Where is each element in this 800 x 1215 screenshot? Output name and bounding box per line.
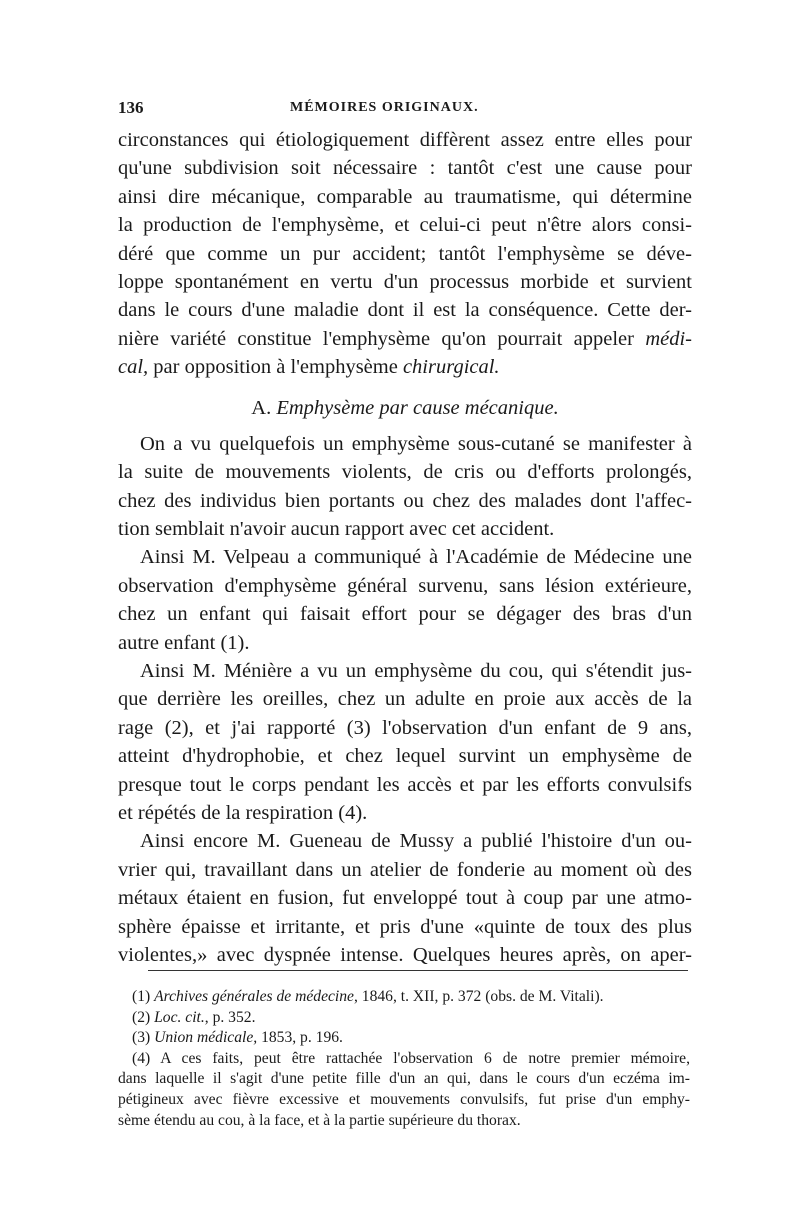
text-line: presque tout le corps pendant les accès et par les efforts convulsifs	[118, 773, 692, 796]
footnote-4-line: dans laquelle il s'agit d'une petite fille d'un an qui, dans le cours d'un eczéma im-	[118, 1070, 690, 1088]
page-number: 136	[118, 98, 144, 117]
text-line: autre enfant (1).	[118, 631, 250, 654]
section-heading	[118, 394, 692, 422]
section-letter: A.	[251, 396, 272, 419]
text-line: sphère épaisse et irritante, et pris d'une «quinte de toux des plus	[118, 915, 692, 938]
footnote-number: (2)	[132, 1008, 155, 1026]
footnote-number: (1)	[132, 988, 155, 1005]
footnote-4-line: (4) A ces faits, peut être rattachée l'observation 6 de notre premier mémoire,	[132, 1049, 690, 1067]
footnote-citation: Archives générales de médecine	[154, 988, 354, 1005]
text-line: que derrière les oreilles, chez un adulte en proie aux accès de la	[118, 688, 692, 711]
footnotes	[118, 987, 690, 1131]
text-line	[118, 325, 692, 353]
text-line: la production de l'emphysème, et celui-ci peut n'être alors consi-	[118, 214, 692, 237]
text-line: déré que comme un pur accident; tantôt l'emphysème se déve-	[118, 242, 692, 265]
text-line: violentes,» avec dyspnée intense. Quelques heures après, on aper-	[118, 943, 692, 966]
text-line: dans le cours d'une maladie dont il est la conséquence. Cette der-	[118, 299, 692, 322]
page-header	[118, 98, 688, 122]
text-segment: nière variété constitue l'emphysème qu'on pourrait appeler	[118, 327, 646, 350]
footnote-text: 1853, p. 196.	[257, 1029, 343, 1047]
text-line: Ainsi M. Ménière a vu un emphysème du cou, qui s'étendit jus-	[140, 660, 692, 683]
text-line: chez un enfant qui faisait effort pour se dégager des bras d'un	[118, 603, 692, 626]
text-line: observation d'emphysème général survenu, sans lésion extérieure,	[118, 574, 692, 597]
text-line: et répétés de la respiration (4).	[118, 801, 368, 824]
text-line: tion semblait n'avoir aucun rapport avec cet accident.	[118, 518, 555, 541]
footnote-citation: Loc. cit.	[154, 1008, 205, 1026]
text-line: la suite de mouvements violents, de cris ou d'efforts prolongés,	[118, 461, 692, 484]
italic-word: médi-	[645, 327, 692, 350]
footnote-citation: Union médicale,	[154, 1029, 258, 1047]
footnote-4-line: sème étendu au cou, à la face, et à la partie supérieure du thorax.	[118, 1111, 521, 1129]
footnote-text: , 1846, t. XII, p. 372 (obs. de M. Vitali).	[353, 988, 604, 1005]
body-text	[118, 126, 692, 969]
footnote-4-line: pétigineux avec fièvre excessive et mouvements convulsifs, fut prise d'un emphy-	[118, 1090, 690, 1108]
text-line: vrier qui, travaillant dans un atelier de fonderie au moment où des	[118, 858, 692, 881]
text-line: chez des individus bien portants ou chez des malades dont l'affec-	[118, 489, 692, 512]
text-line: Ainsi M. Velpeau a communiqué à l'Académie de Médecine une	[140, 546, 692, 569]
text-line: ainsi dire mécanique, comparable au traumatisme, qui détermine	[118, 185, 692, 208]
footnote-divider	[148, 970, 688, 971]
text-line	[118, 353, 692, 381]
text-line: On a vu quelquefois un emphysème sous-cutané se manifester à	[140, 432, 692, 455]
text-segment: par opposition à l'emphysème	[148, 356, 403, 379]
footnote-text: , p. 352.	[204, 1008, 256, 1026]
italic-word: chirurgical.	[402, 356, 500, 379]
text-line: Ainsi encore M. Gueneau de Mussy a publié l'histoire d'un ou-	[140, 830, 692, 853]
text-line: circonstances qui étiologiquement diffèrent assez entre elles pour	[118, 129, 692, 151]
footnote-1	[118, 987, 690, 1008]
footnote-2	[118, 1008, 690, 1029]
text-line: atteint d'hydrophobie, et chez lequel survint un emphysème de	[118, 745, 692, 768]
text-line: qu'une subdivision soit nécessaire : tantôt c'est une cause pour	[118, 157, 692, 180]
section-title: Emphysème par cause mécanique.	[276, 396, 559, 419]
running-title: MÉMOIRES ORIGINAUX.	[290, 100, 479, 115]
italic-word: cal,	[118, 356, 149, 379]
text-line: loppe spontanément en vertu d'un processus morbide et survient	[118, 270, 692, 293]
text-line: métaux étaient en fusion, fut enveloppé tout à coup par une atmo-	[118, 887, 692, 910]
text-line: rage (2), et j'ai rapporté (3) l'observation d'un enfant de 9 ans,	[118, 716, 692, 739]
footnote-number: (3)	[132, 1029, 155, 1047]
footnote-3	[118, 1028, 690, 1049]
